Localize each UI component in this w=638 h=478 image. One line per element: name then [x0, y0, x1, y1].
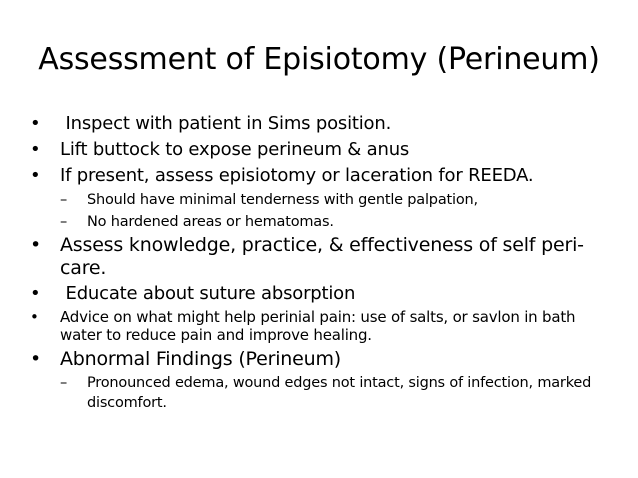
- dash-glyph: –: [60, 214, 68, 230]
- sub-bullet-text: Pronounced edema, wound edges not intact, signs of infection, marked discomfort.: [87, 375, 592, 411]
- bullet-dot: •: [30, 348, 42, 370]
- bullet-item: [30, 348, 620, 371]
- bullet-item: [30, 112, 620, 136]
- sub-bullet-item: [60, 190, 620, 210]
- bullet-dot: •: [30, 234, 42, 256]
- dash-glyph: –: [60, 375, 68, 391]
- bullet-item: [30, 234, 620, 280]
- bullet-item: [30, 164, 620, 188]
- bullet-text: Advice on what might help perinial pain: use of salts, or savlon in bath water to reduce pain and improve healing.: [60, 308, 576, 344]
- dash-glyph: –: [60, 192, 68, 208]
- bullet-text: Abnormal Findings (Perineum): [60, 348, 341, 370]
- sub-bullet-item: [60, 373, 620, 413]
- bullet-item: [30, 282, 620, 306]
- bullet-text: If present, assess episiotomy or laceration for REEDA.: [60, 165, 534, 186]
- bullet-dot: •: [30, 308, 39, 326]
- slide-title: Assessment of Episiotomy (Perineum): [38, 42, 600, 77]
- sub-bullet-text: Should have minimal tenderness with gentle palpation,: [87, 192, 478, 208]
- sub-bullet-text: No hardened areas or hematomas.: [87, 214, 334, 230]
- bullet-text: Inspect with patient in Sims position.: [60, 113, 392, 134]
- bullet-text: Lift buttock to expose perineum & anus: [60, 139, 410, 160]
- bullet-item: [30, 308, 620, 344]
- bullet-list: [30, 112, 620, 415]
- bullet-dot: •: [30, 283, 41, 304]
- bullet-text: Educate about suture absorption: [60, 283, 356, 304]
- bullet-dot: •: [30, 165, 41, 186]
- bullet-dot: •: [30, 113, 41, 134]
- sub-bullet-item: [60, 212, 620, 232]
- bullet-dot: •: [30, 139, 41, 160]
- bullet-text: Assess knowledge, practice, & effectiveness of self peri-care.: [60, 234, 584, 279]
- bullet-item: [30, 138, 620, 162]
